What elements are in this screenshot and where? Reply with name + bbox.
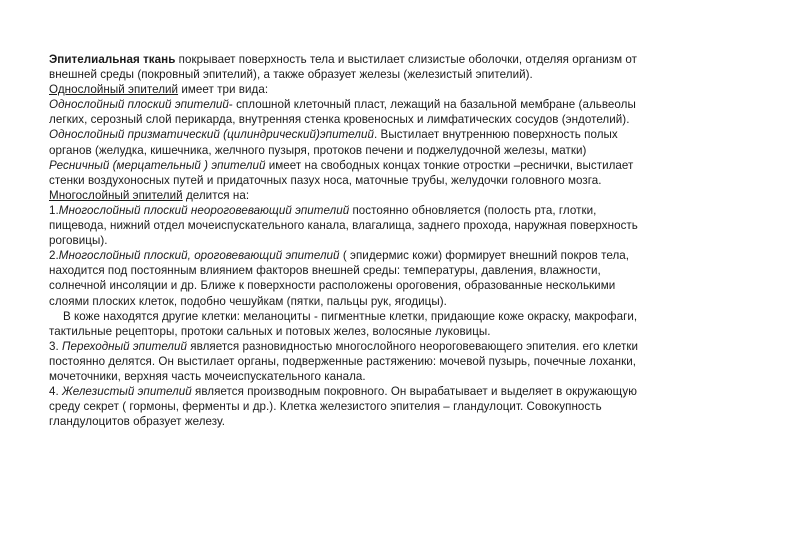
item-number: 4.	[49, 385, 63, 399]
item-4-line-1	[49, 384, 769, 399]
ciliated-epithelium-line-2: стенки воздухоносных путей и придаточных пазух носа, маточные трубы, желудочки головного мозга.	[49, 173, 602, 187]
text-span: . Выстилает внутреннюю поверхность полых	[374, 128, 618, 142]
term-ciliated-epithelium: Ресничный (мерцательный ) эпителий	[49, 158, 266, 172]
item-number: 3.	[49, 339, 63, 353]
text-span: постоянно обновляется (полость рта, глотки,	[349, 203, 597, 217]
item-1-line-2: пищевода, нижний отдел мочеиспускательного канала, влагалища, заднего прохода, наружная поверхность	[49, 219, 638, 233]
term-flat-epithelium: Однослойный плоский эпителий	[49, 98, 229, 112]
term-glandular: Железистый эпителий	[62, 385, 192, 399]
text-span: - сплошной клеточный пласт, лежащий на базальной мембране (альвеолы	[228, 98, 636, 112]
item-1-line-1	[49, 203, 769, 218]
term-non-keratinized: Многослойный плоский неороговевающий эпителий	[58, 203, 350, 217]
prismatic-epithelium-line-1	[49, 127, 769, 142]
text-span: является разновидностью многослойного неороговевающего эпителия. его клетки	[187, 339, 639, 353]
skin-cells-line-1: В коже находятся другие клетки: меланоциты - пигментные клетки, придающие коже окраску, макрофаги,	[63, 309, 638, 323]
item-2-line-1	[49, 248, 769, 263]
term-prismatic-epithelium: Однослойный призматический (цилиндрический)эпителий	[49, 128, 374, 142]
text-span: делится на:	[182, 188, 250, 202]
term-epithelial-tissue: Эпителиальная ткань	[49, 53, 176, 66]
item-2-line-3: солнечной инсоляции и др. Ближе к поверхности расположены ороговения, образованные несколькими	[49, 279, 616, 293]
flat-epithelium-line-1	[49, 97, 769, 112]
item-2-line-2: находится под постоянным влиянием факторов внешней среды: температуры, давления, влажности,	[49, 264, 601, 278]
item-2-line-4: слоями плоских клеток, подобно чешуйкам (пятки, пальцы рук, ягодицы).	[49, 294, 447, 308]
term-keratinized: Многослойный плоский, ороговевающий эпителий	[58, 249, 340, 263]
term-transitional: Переходный эпителий	[62, 339, 188, 353]
text-span: имеет три вида:	[178, 83, 269, 97]
term-multi-layer-epithelium: Многослойный эпителий	[49, 188, 183, 202]
ciliated-epithelium-line-1	[49, 158, 769, 173]
heading-single-layer	[49, 82, 769, 97]
document-body	[49, 52, 769, 429]
text-span: является производным покровного. Он вырабатывает и выделяет в окружающую	[191, 385, 637, 399]
text-span: ( эпидермис кожи) формирует внешний покров тела,	[339, 249, 630, 263]
item-3-line-2: постоянно делятся. Он выстилает органы, подверженные растяжению: мочевой пузырь, почечные лоханки,	[49, 354, 637, 368]
item-3-line-1	[49, 339, 769, 354]
text-span: покрывает поверхность тела и выстилает слизистые оболочки, отделяя организм от	[175, 53, 638, 66]
prismatic-epithelium-line-2: органов (желудка, кишечника, желчного пузыря, протоков печени и поджелудочной железы, матки)	[49, 143, 587, 157]
text-span: имеет на свободных концах тонкие отростки –реснички, выстилает	[265, 158, 634, 172]
term-single-layer-epithelium: Однослойный эпителий	[49, 83, 179, 97]
item-4-line-2: среду секрет ( гормоны, ферменты и др.). Клетка железистого эпителия – гландулоцит. Совокупность	[49, 400, 602, 414]
skin-cells-line-2: тактильные рецепторы, протоки сальных и потовых желез, волосяные луковицы.	[49, 324, 491, 338]
item-3-line-3: мочеточники, верхняя часть мочеиспускательного канала.	[49, 369, 366, 383]
item-1-line-3: роговицы).	[49, 234, 108, 248]
flat-epithelium-line-2: легких, серозный слой перикарда, внутренняя стенка кровеносных и лимфатических сосудов (эндотелий).	[49, 113, 630, 127]
item-number: 2.	[49, 249, 59, 263]
heading-multi-layer	[49, 188, 769, 203]
intro-line-2: внешней среды (покровный эпителий), а также образует железы (железистый эпителий).	[49, 68, 533, 82]
item-number: 1.	[49, 203, 59, 217]
intro-line-1	[49, 52, 769, 67]
item-4-line-3: гландулоцитов образует железу.	[49, 415, 225, 429]
